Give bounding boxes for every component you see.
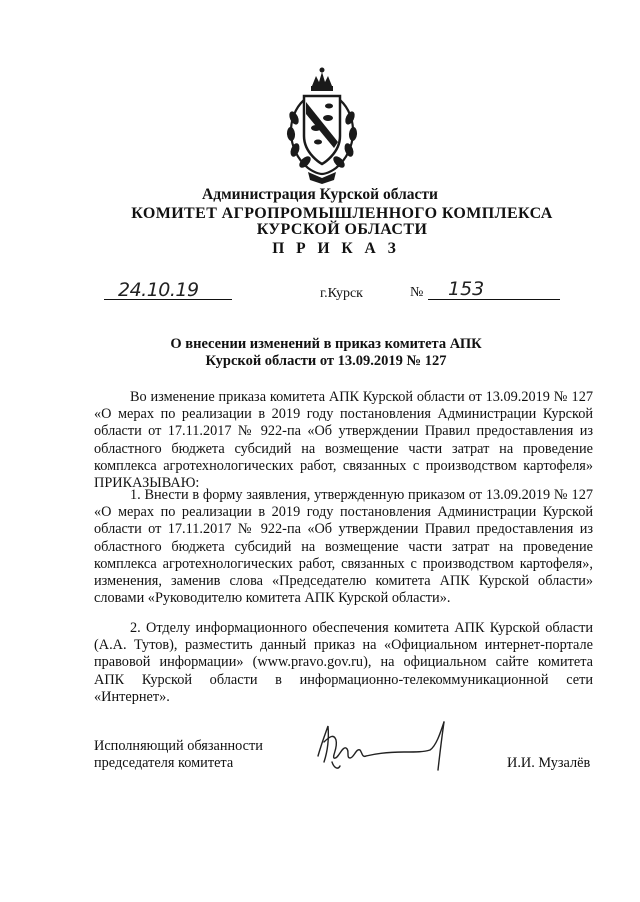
order-title-line1: О внесении изменений в приказ комитета АПК — [170, 336, 482, 352]
city-label: г.Курск — [320, 286, 363, 301]
paragraph-text: 2. Отделу информационного обеспечения комитета АПК Курской области (А.А. Тутов), разместить данный приказ на «Официальном интернет-портале правовой информации» (www.pravo.gov.ru), на официальном сайте комитета АПК Курской области в информационно-телекоммуникационной сети «Интернет». — [94, 620, 593, 705]
signatory-name: И.И. Музалёв — [507, 755, 591, 771]
order-number: 153 — [448, 278, 485, 300]
paragraph-text: Во изменение приказа комитета АПК Курской области от 13.09.2019 № 127 «О мерах по реализации в 2019 году постановления Администрации Курской области от 17.11.2017 № 922-па «Об утверждении Правил предоставления из областного бюджета субсидий на возмещение части затрат на проведение комплекса агротехнологических работ, связанных с производством картофеля» ПРИКАЗЫВАЮ: — [94, 389, 593, 492]
paragraph-text: 1. Внести в форму заявления, утвержденную приказом от 13.09.2019 № 127 «О мерах по реализации в 2019 году постановления Администрации Курской области от 17.11.2017 № 922-па «Об утверждении Правил предоставления из областного бюджета субсидий на возмещение части затрат на проведение комплекса агротехнологических работ, связанных с производством картофеля», изменения, заменив слова «Председателю комитета АПК Курской области» словами «Руководителю комитета АПК Курской области». — [94, 487, 593, 607]
administration-heading: Администрация Курской области — [202, 186, 438, 203]
document-type-heading: П Р И К А З — [272, 240, 400, 257]
handwritten-signature — [312, 712, 462, 776]
item-2-paragraph — [94, 620, 593, 706]
date-underline — [104, 299, 232, 300]
number-label: № — [410, 285, 424, 300]
committee-heading-line1: КОМИТЕТ АГРОПРОМЫШЛЕННОГО КОМПЛЕКСА — [131, 205, 553, 222]
preamble-paragraph — [94, 389, 593, 492]
committee-heading-line2: КУРСКОЙ ОБЛАСТИ — [256, 221, 428, 238]
item-1-paragraph — [94, 487, 593, 607]
signatory-position-line2: председателя комитета — [94, 755, 234, 771]
signatory-position-line1: Исполняющий обязанности — [94, 738, 263, 754]
number-underline — [428, 299, 560, 300]
coat-of-arms-icon — [282, 62, 362, 186]
order-title-line2: Курской области от 13.09.2019 № 127 — [205, 353, 447, 369]
order-date: 24.10.19 — [118, 279, 199, 301]
